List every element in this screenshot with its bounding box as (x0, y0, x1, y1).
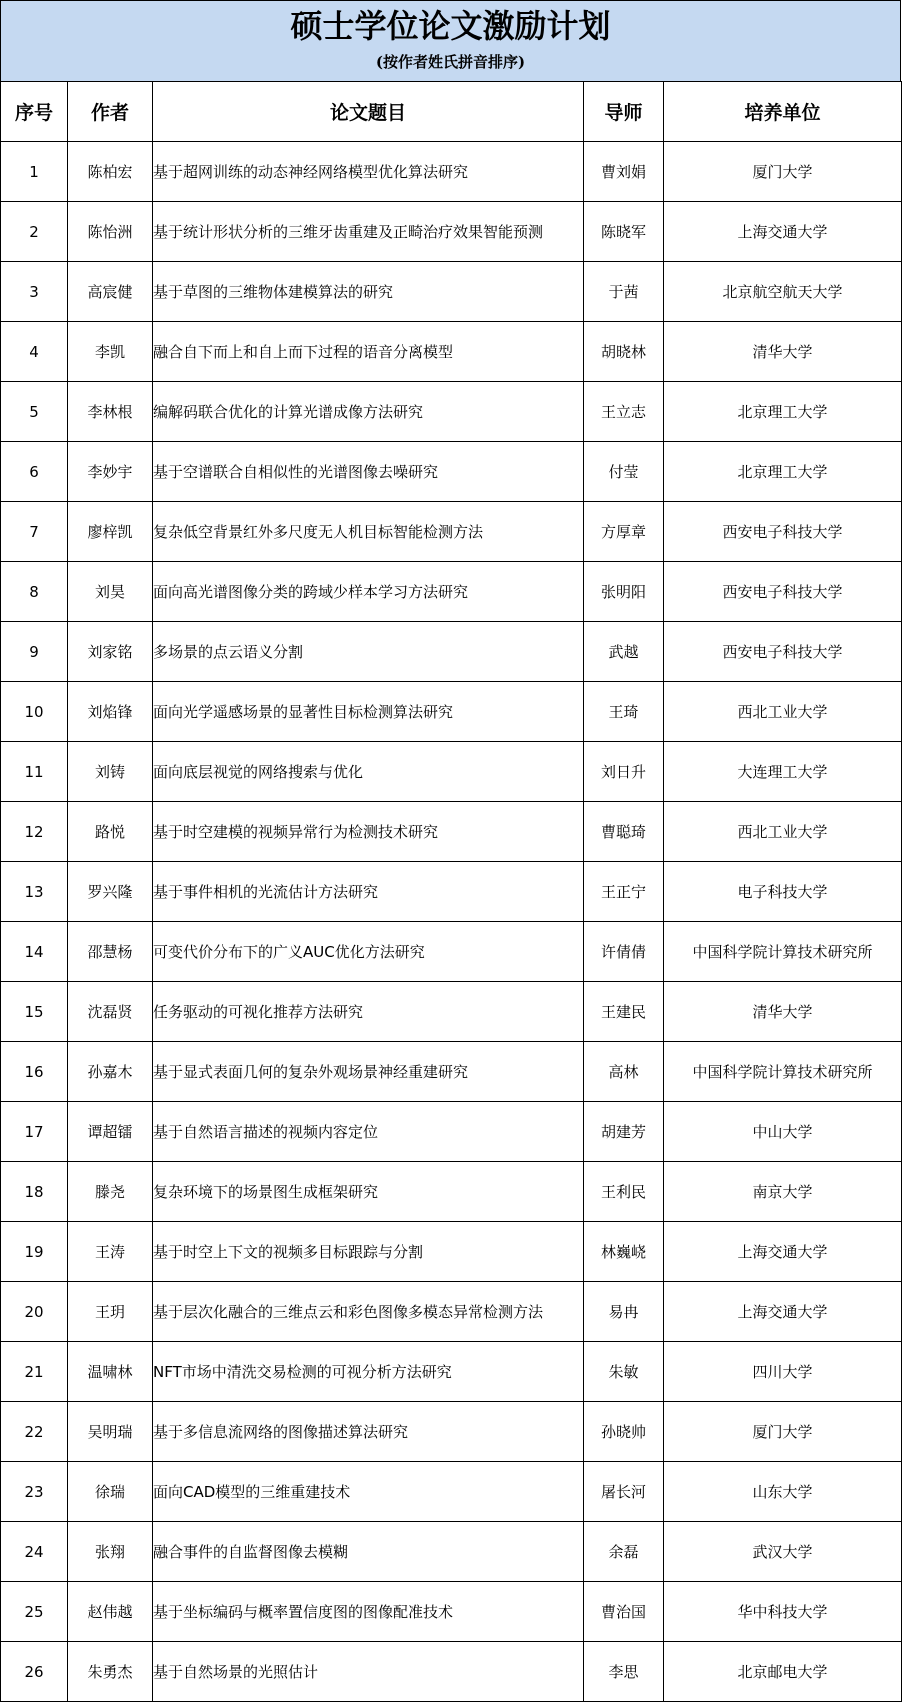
cell-num: 7 (1, 502, 68, 562)
cell-num: 17 (1, 1102, 68, 1162)
cell-num: 10 (1, 682, 68, 742)
cell-unit: 西北工业大学 (664, 682, 902, 742)
cell-title: 基于层次化融合的三维点云和彩色图像多模态异常检测方法 (153, 1282, 584, 1342)
cell-author: 朱勇杰 (68, 1642, 153, 1702)
table-row (1, 442, 902, 502)
table-row (1, 502, 902, 562)
cell-num: 5 (1, 382, 68, 442)
cell-num: 13 (1, 862, 68, 922)
table-row (1, 1342, 902, 1402)
table-row (1, 1042, 902, 1102)
table-row (1, 802, 902, 862)
table-row (1, 1402, 902, 1462)
cell-advisor: 王利民 (584, 1162, 664, 1222)
cell-author: 王涛 (68, 1222, 153, 1282)
cell-author: 李林根 (68, 382, 153, 442)
cell-title: 面向光学遥感场景的显著性目标检测算法研究 (153, 682, 584, 742)
table-row (1, 1642, 902, 1702)
cell-author: 陈柏宏 (68, 142, 153, 202)
table-row (1, 682, 902, 742)
cell-unit: 四川大学 (664, 1342, 902, 1402)
cell-title: 面向高光谱图像分类的跨域少样本学习方法研究 (153, 562, 584, 622)
table-row (1, 1282, 902, 1342)
cell-advisor: 陈晓军 (584, 202, 664, 262)
cell-title: 基于空谱联合自相似性的光谱图像去噪研究 (153, 442, 584, 502)
cell-title: 基于草图的三维物体建模算法的研究 (153, 262, 584, 322)
cell-unit: 中国科学院计算技术研究所 (664, 1042, 902, 1102)
cell-author: 沈磊贤 (68, 982, 153, 1042)
cell-title: 融合自下而上和自上而下过程的语音分离模型 (153, 322, 584, 382)
table-row (1, 1462, 902, 1522)
cell-advisor: 王正宁 (584, 862, 664, 922)
cell-advisor: 刘日升 (584, 742, 664, 802)
cell-num: 19 (1, 1222, 68, 1282)
cell-advisor: 武越 (584, 622, 664, 682)
cell-author: 温啸林 (68, 1342, 153, 1402)
table-row (1, 1102, 902, 1162)
cell-unit: 中国科学院计算技术研究所 (664, 922, 902, 982)
cell-unit: 武汉大学 (664, 1522, 902, 1582)
cell-unit: 上海交通大学 (664, 1222, 902, 1282)
cell-num: 6 (1, 442, 68, 502)
cell-title: 基于显式表面几何的复杂外观场景神经重建研究 (153, 1042, 584, 1102)
cell-advisor: 易冉 (584, 1282, 664, 1342)
cell-advisor: 林巍峣 (584, 1222, 664, 1282)
cell-unit: 北京理工大学 (664, 442, 902, 502)
table-row (1, 382, 902, 442)
cell-advisor: 许倩倩 (584, 922, 664, 982)
cell-title: 基于超网训练的动态神经网络模型优化算法研究 (153, 142, 584, 202)
cell-num: 20 (1, 1282, 68, 1342)
cell-advisor: 王立志 (584, 382, 664, 442)
cell-unit: 西安电子科技大学 (664, 622, 902, 682)
cell-advisor: 胡建芳 (584, 1102, 664, 1162)
cell-num: 23 (1, 1462, 68, 1522)
cell-author: 孙嘉木 (68, 1042, 153, 1102)
cell-author: 徐瑞 (68, 1462, 153, 1522)
cell-num: 4 (1, 322, 68, 382)
cell-unit: 中山大学 (664, 1102, 902, 1162)
column-header-title: 论文题目 (153, 82, 584, 142)
cell-title: 融合事件的自监督图像去模糊 (153, 1522, 584, 1582)
cell-unit: 西安电子科技大学 (664, 502, 902, 562)
cell-title: 基于统计形状分析的三维牙齿重建及正畸治疗效果智能预测 (153, 202, 584, 262)
column-header-num: 序号 (1, 82, 68, 142)
cell-advisor: 方厚章 (584, 502, 664, 562)
cell-num: 1 (1, 142, 68, 202)
thesis-table (0, 81, 902, 1702)
cell-num: 25 (1, 1582, 68, 1642)
cell-advisor: 王建民 (584, 982, 664, 1042)
cell-unit: 北京理工大学 (664, 382, 902, 442)
cell-unit: 山东大学 (664, 1462, 902, 1522)
cell-num: 21 (1, 1342, 68, 1402)
table-row (1, 742, 902, 802)
cell-author: 李妙宇 (68, 442, 153, 502)
cell-author: 刘焰锋 (68, 682, 153, 742)
cell-num: 24 (1, 1522, 68, 1582)
cell-unit: 西安电子科技大学 (664, 562, 902, 622)
page-subtitle: (按作者姓氏拼音排序) (375, 53, 526, 71)
cell-unit: 上海交通大学 (664, 1282, 902, 1342)
cell-author: 刘家铭 (68, 622, 153, 682)
table-header-row (1, 82, 902, 142)
cell-advisor: 孙晓帅 (584, 1402, 664, 1462)
cell-advisor: 高林 (584, 1042, 664, 1102)
cell-author: 谭超镭 (68, 1102, 153, 1162)
cell-title: NFT市场中清洗交易检测的可视分析方法研究 (153, 1342, 584, 1402)
cell-author: 路悦 (68, 802, 153, 862)
cell-title: 编解码联合优化的计算光谱成像方法研究 (153, 382, 584, 442)
cell-advisor: 朱敏 (584, 1342, 664, 1402)
cell-title: 基于坐标编码与概率置信度图的图像配准技术 (153, 1582, 584, 1642)
cell-author: 赵伟越 (68, 1582, 153, 1642)
cell-title: 面向底层视觉的网络搜索与优化 (153, 742, 584, 802)
cell-advisor: 张明阳 (584, 562, 664, 622)
cell-unit: 清华大学 (664, 322, 902, 382)
table-row (1, 1222, 902, 1282)
cell-unit: 厦门大学 (664, 142, 902, 202)
cell-num: 9 (1, 622, 68, 682)
table-row (1, 322, 902, 382)
table-row (1, 1582, 902, 1642)
cell-author: 张翔 (68, 1522, 153, 1582)
table-row (1, 202, 902, 262)
column-header-author: 作者 (68, 82, 153, 142)
cell-title: 多场景的点云语义分割 (153, 622, 584, 682)
cell-num: 11 (1, 742, 68, 802)
cell-author: 罗兴隆 (68, 862, 153, 922)
cell-author: 廖梓凯 (68, 502, 153, 562)
cell-advisor: 胡晓林 (584, 322, 664, 382)
cell-num: 12 (1, 802, 68, 862)
cell-advisor: 曹治国 (584, 1582, 664, 1642)
cell-advisor: 余磊 (584, 1522, 664, 1582)
cell-num: 8 (1, 562, 68, 622)
table-row (1, 982, 902, 1042)
cell-num: 26 (1, 1642, 68, 1702)
cell-advisor: 李思 (584, 1642, 664, 1702)
cell-title: 基于多信息流网络的图像描述算法研究 (153, 1402, 584, 1462)
cell-unit: 西北工业大学 (664, 802, 902, 862)
header-banner (0, 0, 901, 82)
table-row (1, 562, 902, 622)
table-row (1, 262, 902, 322)
cell-num: 3 (1, 262, 68, 322)
cell-unit: 上海交通大学 (664, 202, 902, 262)
cell-author: 李凯 (68, 322, 153, 382)
cell-author: 滕尧 (68, 1162, 153, 1222)
cell-unit: 北京邮电大学 (664, 1642, 902, 1702)
cell-advisor: 王琦 (584, 682, 664, 742)
page-title: 硕士学位论文激励计划 (290, 7, 611, 45)
cell-author: 刘昊 (68, 562, 153, 622)
cell-title: 复杂低空背景红外多尺度无人机目标智能检测方法 (153, 502, 584, 562)
cell-advisor: 屠长河 (584, 1462, 664, 1522)
column-header-advisor: 导师 (584, 82, 664, 142)
cell-advisor: 曹聪琦 (584, 802, 664, 862)
cell-title: 基于自然场景的光照估计 (153, 1642, 584, 1702)
column-header-unit: 培养单位 (664, 82, 902, 142)
cell-unit: 南京大学 (664, 1162, 902, 1222)
cell-title: 基于事件相机的光流估计方法研究 (153, 862, 584, 922)
cell-num: 14 (1, 922, 68, 982)
table-body (1, 142, 902, 1702)
table-row (1, 1162, 902, 1222)
table-row (1, 622, 902, 682)
cell-unit: 厦门大学 (664, 1402, 902, 1462)
cell-title: 基于自然语言描述的视频内容定位 (153, 1102, 584, 1162)
cell-title: 任务驱动的可视化推荐方法研究 (153, 982, 584, 1042)
cell-title: 复杂环境下的场景图生成框架研究 (153, 1162, 584, 1222)
table-row (1, 922, 902, 982)
cell-author: 高宸健 (68, 262, 153, 322)
cell-num: 22 (1, 1402, 68, 1462)
cell-title: 可变代价分布下的广义AUC优化方法研究 (153, 922, 584, 982)
cell-author: 刘铸 (68, 742, 153, 802)
cell-unit: 大连理工大学 (664, 742, 902, 802)
cell-unit: 清华大学 (664, 982, 902, 1042)
cell-unit: 北京航空航天大学 (664, 262, 902, 322)
table-row (1, 142, 902, 202)
cell-num: 15 (1, 982, 68, 1042)
cell-advisor: 于茜 (584, 262, 664, 322)
cell-author: 陈怡洲 (68, 202, 153, 262)
cell-num: 16 (1, 1042, 68, 1102)
table-row (1, 1522, 902, 1582)
cell-unit: 电子科技大学 (664, 862, 902, 922)
cell-author: 王玥 (68, 1282, 153, 1342)
cell-title: 基于时空建模的视频异常行为检测技术研究 (153, 802, 584, 862)
cell-author: 吴明瑞 (68, 1402, 153, 1462)
cell-num: 2 (1, 202, 68, 262)
cell-title: 面向CAD模型的三维重建技术 (153, 1462, 584, 1522)
cell-author: 邵慧杨 (68, 922, 153, 982)
cell-title: 基于时空上下文的视频多目标跟踪与分割 (153, 1222, 584, 1282)
cell-unit: 华中科技大学 (664, 1582, 902, 1642)
table-row (1, 862, 902, 922)
cell-num: 18 (1, 1162, 68, 1222)
cell-advisor: 付莹 (584, 442, 664, 502)
cell-advisor: 曹刘娟 (584, 142, 664, 202)
